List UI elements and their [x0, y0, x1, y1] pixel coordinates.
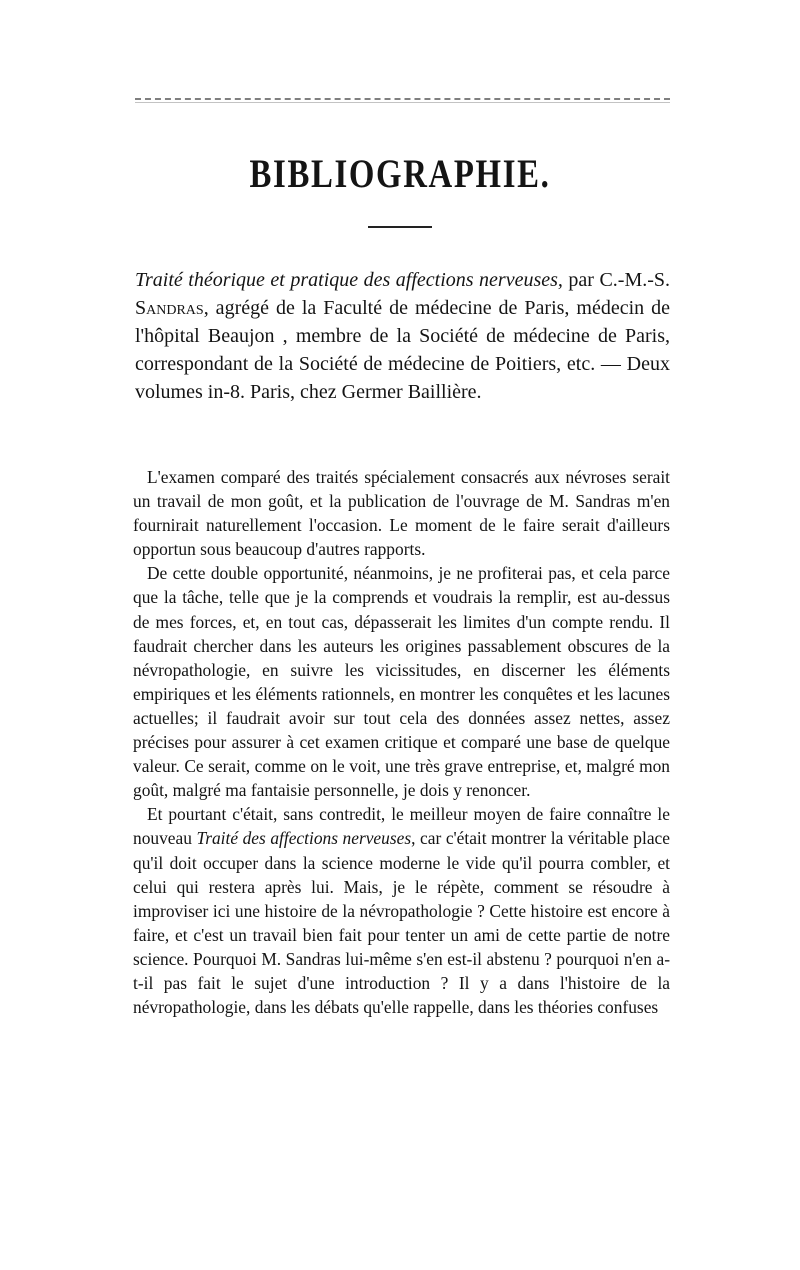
title-divider	[368, 226, 432, 228]
book-title-inline: Traité des affections nerveuses	[196, 828, 412, 849]
author-initials: C.-M.-S.	[599, 269, 671, 291]
author-name: Sandras	[135, 297, 204, 319]
paragraph-2: De cette double opportunité, néanmoins, je ne profiterai pas, et cela parce que la tâche, telle que je la comprends et voudrais la remplir, est au-dessus de mes forces, et, en tout cas, dépasserait les limites d'un compte rendu. Il faudrait chercher dans les auteurs les origines passablement obscures de la névropathologie, en suivre les vicissitudes, en discerner les éléments empiriques et les éléments rationnels, en montrer les conquêtes et les lacunes actuelles; il faudrait avoir sur tout cela des données assez nettes, assez précises pour assurer à cet examen critique et comparé une base de quelque valeur. Ce serait, comme on le voit, une très grave entreprise, et, malgré mon goût, malgré ma fantaisie personnelle, je dois y renoncer.	[133, 563, 670, 801]
citation-by: par	[568, 269, 594, 291]
book-citation	[135, 266, 670, 406]
paragraph-1: L'examen comparé des traités spécialement consacrés aux névroses serait un travail de mon goût, et la publication de l'ouvrage de M. Sandras m'en fournirait naturellement l'occasion. Le moment de le faire serait d'ailleurs opportun sous beaucoup d'autres rapports.	[133, 467, 670, 560]
paragraph-3-end: , car c'était montrer la véritable place qu'il doit occuper dans la science moderne le vide qu'il pourra combler, et celui qui restera après lui. Mais, je le répète, comment se résoudre à improviser ici une histoire de la névropathologie ? Cette histoire est encore à faire, et c'est un travail bien fait pour tenter un ami de cette partie de notre science. Pourquoi M. Sandras lui-même s'en est-il abstenu ? pourquoi n'en a-t-il pas fait le sujet d'une introduction ? Il y a dans l'histoire de la névropathologie, dans les débats qu'elle rappelle, dans les théories confuses	[133, 828, 670, 1018]
page-title: BIBLIOGRAPHIE.	[249, 151, 551, 196]
top-rule	[135, 98, 670, 100]
book-title: Traité théorique et pratique des affections nerveuses,	[135, 269, 563, 291]
top-rule-thin	[135, 102, 670, 103]
paragraph-3-start: Et pourtant c'était, sans contredit, le meilleur moyen de faire connaître le nouveau	[133, 804, 670, 849]
review-body	[133, 465, 670, 1019]
paragraph-3	[133, 802, 670, 1019]
citation-text	[135, 269, 670, 403]
citation-details: , agrégé de la Faculté de médecine de Paris, médecin de l'hôpital Beaujon , membre de la Société de médecine de Paris, correspondant de la Société de médecine de Poitiers, etc. — Deux volumes in-8. Paris, chez Germer Baillière.	[135, 297, 670, 403]
